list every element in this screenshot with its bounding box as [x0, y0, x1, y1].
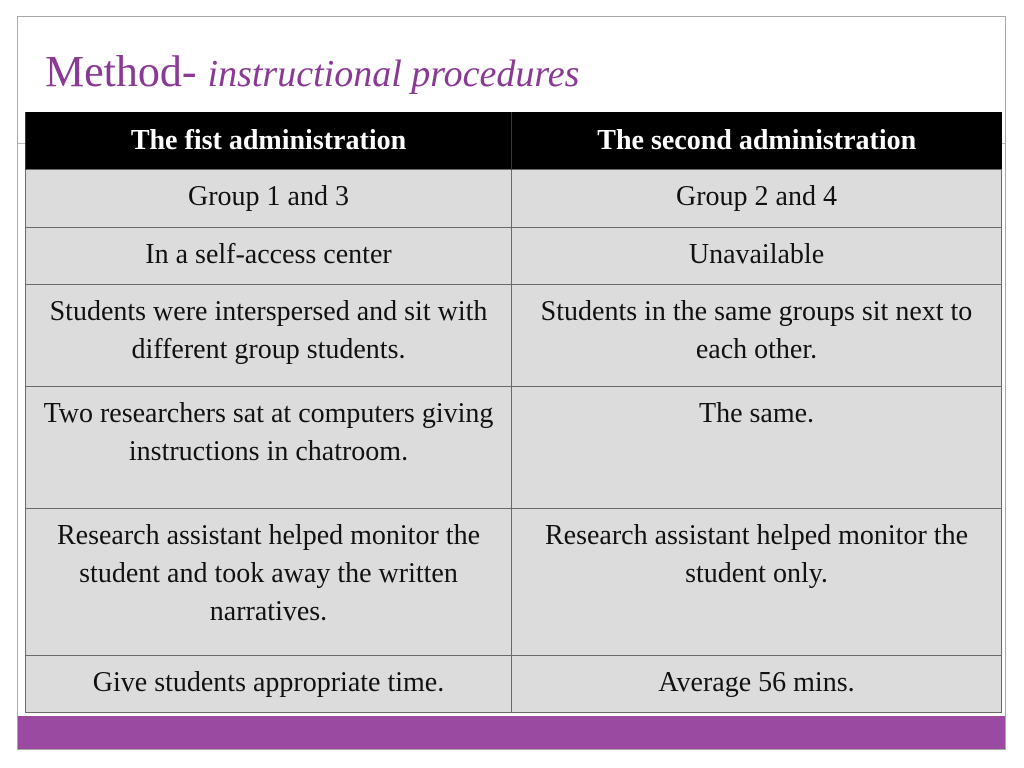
- table-cell: Unavailable: [512, 228, 1002, 285]
- table-row: [26, 387, 1002, 509]
- table-row: [26, 656, 1002, 713]
- table-cell: Research assistant helped monitor the student only.: [512, 509, 1002, 656]
- table-cell: In a self-access center: [26, 228, 512, 285]
- table-header-row: [26, 112, 1002, 170]
- table-cell: Group 1 and 3: [26, 170, 512, 228]
- table-cell: Group 2 and 4: [512, 170, 1002, 228]
- bottom-accent-bar: [18, 716, 1005, 750]
- table-row: [26, 285, 1002, 387]
- header-first-administration: The fist administration: [26, 112, 512, 170]
- table-row: [26, 228, 1002, 285]
- table-cell: Research assistant helped monitor the student and took away the written narratives.: [26, 509, 512, 656]
- table-row: [26, 170, 1002, 228]
- slide-title: [45, 47, 580, 96]
- table-cell: Two researchers sat at computers giving instructions in chatroom.: [26, 387, 512, 509]
- table-cell: The same.: [512, 387, 1002, 509]
- table-cell: Students were interspersed and sit with different group students.: [26, 285, 512, 387]
- table-cell: Average 56 mins.: [512, 656, 1002, 713]
- table-cell: Give students appropriate time.: [26, 656, 512, 713]
- table-cell: Students in the same groups sit next to each other.: [512, 285, 1002, 387]
- header-second-administration: The second administration: [512, 112, 1002, 170]
- procedures-table: [25, 112, 1002, 713]
- table-row: [26, 509, 1002, 656]
- title-main: Method-: [45, 47, 208, 96]
- title-subtitle: instructional procedures: [207, 53, 580, 95]
